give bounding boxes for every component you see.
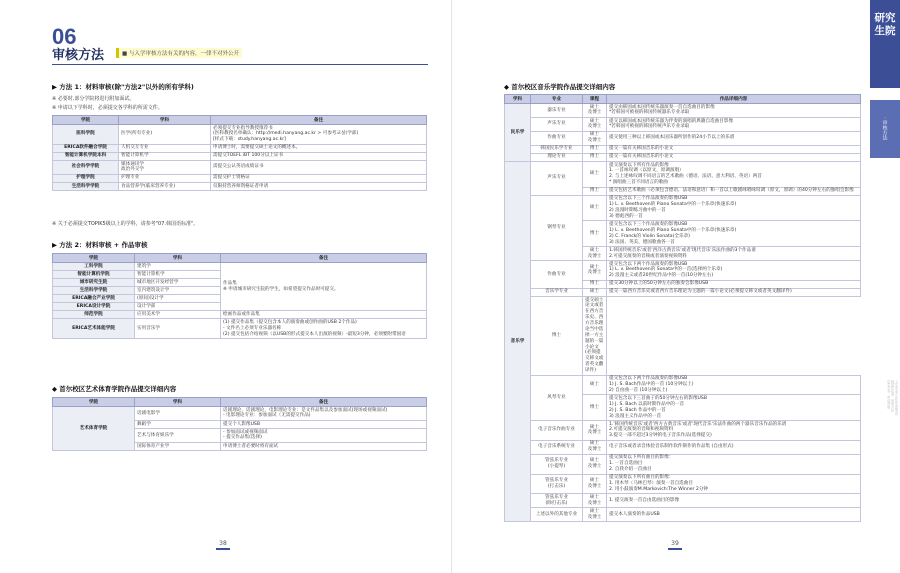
table-header: 备注 bbox=[221, 398, 427, 407]
side-faint-item: 韩国语标准 · 审核方法 bbox=[890, 380, 895, 412]
table-row bbox=[505, 296, 861, 375]
course-cell: 硕士 及博士 bbox=[583, 261, 607, 281]
table-row bbox=[505, 421, 861, 441]
table-row bbox=[505, 161, 861, 187]
college-cell: ERICA艺术体能学院 bbox=[53, 319, 135, 339]
detail-cell: 提交包含以下三个作品演奏的影像USB 1) L. v. Beethoven的 Piano Sonata中的一个乐章(快速乐章) 2) 浪漫时期练习曲中的一首 3) 德彪西的一首 bbox=[607, 195, 861, 221]
course-cell: 硕士 及博士 bbox=[583, 440, 607, 454]
page-number-bar bbox=[216, 548, 230, 550]
table-row bbox=[505, 153, 861, 161]
major-cell: 智能计算机学 bbox=[135, 271, 221, 279]
table-row bbox=[505, 104, 861, 118]
side-faint-index bbox=[885, 380, 897, 530]
chapter-note: ■ 与入学审核方法有关的内容，一律不对外公开 bbox=[116, 48, 242, 58]
detail-cell: 1.韩国传统音乐'或者'西洋古典音乐'或者'现代音乐'乐法作曲的3个作品谱 2.可提交演奏的音频或者演奏视频资料 bbox=[607, 247, 861, 261]
course-cell: 博士 bbox=[583, 187, 607, 195]
remark-cell: 提交个人影像USB bbox=[221, 420, 427, 428]
table-row bbox=[53, 174, 427, 182]
course-cell: 硕士 bbox=[583, 161, 607, 187]
chapter-number: 06 bbox=[52, 24, 77, 49]
major-cell: 室内建筑设计学 bbox=[135, 287, 221, 295]
detail-cell: 提交以韩国或本国传统乐器为伴奏的演唱的典籍自选曲目影像 *若韩国可被视的韩国传统声乐专业录取 bbox=[607, 117, 861, 131]
table-row bbox=[53, 144, 427, 152]
dept-cell: 民乐学 bbox=[505, 104, 531, 162]
music-table bbox=[504, 94, 861, 522]
dept-cell: 音乐学 bbox=[505, 161, 531, 521]
table-row bbox=[53, 407, 427, 421]
course-cell: 硕士 bbox=[583, 375, 607, 395]
detail-cell: 提交一篇有关韩国音乐的小论文 bbox=[607, 153, 861, 161]
table-row bbox=[505, 145, 861, 153]
table-row bbox=[53, 125, 427, 145]
detail-cell: 提交包含以下两个作品演奏的影像USB 1) L. v. Beethoven的 Sonata中的一首(选择两个乐章) 2) 浪漫主义或者20世纪作品中的一首(10分钟左右) bbox=[607, 261, 861, 281]
section2-title: ▶ 方法 2：材料审核 + 作品审核 bbox=[52, 241, 148, 249]
side-tab[interactable]: 研究生院 bbox=[870, 0, 900, 88]
table-header: 学科 bbox=[135, 398, 221, 407]
table-header: 专业 bbox=[531, 95, 583, 104]
major-cell: 艺术与体育娱乐学 bbox=[135, 429, 221, 443]
detail-cell: 提交包含以下三首曲子的50分钟左右的影像USB 1) J. S. Bach 以前时期作品中的一首 2) J. S. Bach 作品中的一首 3) 浪漫主义作品中的一首 bbox=[607, 395, 861, 421]
major-cell: 音乐学专业 bbox=[531, 288, 583, 296]
table-row bbox=[53, 160, 427, 174]
college-cell: 护理学院 bbox=[53, 174, 119, 182]
chapter-rule bbox=[52, 64, 428, 65]
course-cell: 硕士 及博士 bbox=[583, 131, 607, 145]
right-page bbox=[452, 0, 900, 573]
detail-cell: 提交包含以下三个作品演奏的影像USB 1) L. v. Beethoven的 Piano Sonata中的一个乐章(快速乐章) 2) C. Franck的 Violin Sonata(全乐章) 3) 法国、英美、德国歌曲各一首 bbox=[607, 221, 861, 247]
major-cell: 作曲专业 bbox=[531, 261, 583, 289]
course-cell: 硕士 bbox=[583, 288, 607, 296]
table-row bbox=[505, 454, 861, 474]
remark-cell: 申请博士时，需要提交硕士论文的概述本。 bbox=[211, 144, 427, 152]
major-cell: 理论专业 bbox=[531, 153, 583, 161]
major-cell: 城市地区开发经营学 bbox=[135, 279, 221, 287]
table-row bbox=[505, 375, 861, 395]
table-header: 作品详细内容 bbox=[607, 95, 861, 104]
detail-cell: 提交包括艺术歌曲（必须包含德语、法语和意语）和一首以上歌剧咏唱咏叹调（原文，原调）的40分钟左右的独唱会影像 bbox=[607, 187, 861, 195]
detail-cell: 提交30分钟以上的50分钟左右的独奏会影像USB bbox=[607, 280, 861, 288]
major-cell: 声乐专业 bbox=[531, 161, 583, 195]
table-row bbox=[53, 319, 427, 339]
major-cell: 国际体育产业学 bbox=[135, 442, 221, 450]
table-header: 备注 bbox=[221, 254, 427, 263]
remark-cell: 需提交护士资格证 bbox=[211, 174, 427, 182]
table-header: 学院 bbox=[53, 116, 119, 125]
table-row bbox=[505, 261, 861, 281]
table-header: 备注 bbox=[211, 116, 427, 125]
detail-cell: 提交一篇西方音乐史或者西方音乐理论为主题的一篇小论文(必须提交韩文或者英文翻译件) bbox=[607, 288, 861, 296]
major-cell: 舞蹈学 bbox=[135, 420, 221, 428]
major-cell: 食品营养学(临床营养专业) bbox=[119, 182, 211, 190]
table-row bbox=[505, 131, 861, 145]
college-cell: 艺术体育学院 bbox=[53, 407, 135, 451]
section1-title: ▶ 方法 1：材料审核(除"方法2"以外的所有学科) bbox=[52, 83, 194, 91]
major-cell: 管弦乐专业 (小提琴) bbox=[531, 454, 583, 474]
table-row bbox=[505, 288, 861, 296]
major-cell: 声乐专业 bbox=[531, 117, 583, 131]
section1-footnote: ※ 关于必须提交TOPIK5级以上的学科，请参考"07.韩国语标准"。 bbox=[52, 221, 199, 227]
college-cell: ERICA软件融合学院 bbox=[53, 144, 119, 152]
course-cell: 博士 bbox=[531, 296, 583, 375]
major-cell: 建筑学 bbox=[135, 263, 221, 271]
major-cell: 上述以外的其他专业 bbox=[531, 508, 583, 522]
detail-cell: 提交由韩国或本国传统乐器演奏一首自选曲目的影像 *若韩国可被视的韩国传统器乐专业录取 bbox=[607, 104, 861, 118]
detail-cell: 提交包含以下两个作品演奏的影像USB 1) J. S. Bach作品中的一首 (10分钟以上) 2) 自由曲一首 (10分钟以上) bbox=[607, 375, 861, 395]
remark-cell: (1) 提交作品集（提交包含本人的演奏曲或创作曲的USB 2个作品) - 文件名上必须专业乐器名称 (2) 提交包括介绍视频（以USB的形式提交本人出演的视频）-最短3分钟，必须要附带国语 bbox=[221, 319, 427, 339]
detail-cell: 电子音乐或者录音体验音乐制作软件制作的作品集 (自由形式) bbox=[607, 440, 861, 454]
detail-cell: 提交硕士论文或者在西方音乐史、西方音乐理论当中选择一方主题的一篇小论文 (必须提交韩文或者英文翻译件) bbox=[583, 296, 607, 375]
course-cell: 硕士 及博士 bbox=[583, 247, 607, 261]
course-cell: 硕士 及博士 bbox=[583, 508, 607, 522]
page-number-bar bbox=[668, 548, 682, 550]
college-cell: 城市研究生院 bbox=[53, 279, 135, 287]
side-faint-item: 入学申请方法及注意事项 bbox=[894, 380, 898, 416]
side-faint-item: 招生学科 · 申请资格 bbox=[886, 380, 891, 409]
page-number-text: 38 bbox=[219, 540, 227, 547]
remark-cell: 绘画作品或作品集 bbox=[221, 311, 427, 319]
table-row bbox=[53, 182, 427, 190]
page-number-left bbox=[208, 540, 238, 550]
major-cell: 医学(所有专业) bbox=[119, 125, 211, 145]
remark-cell: 需提交公认英语成绩证书 bbox=[211, 160, 427, 174]
page-number-text: 39 bbox=[671, 540, 679, 547]
major-cell: 人机交互专业 bbox=[119, 144, 211, 152]
detail-cell: 提交演奏以下所有曲目的影像： 1. 一首自选曲目 2. 自我介绍一首曲目 bbox=[607, 454, 861, 474]
course-cell: 博士 bbox=[583, 145, 607, 153]
course-cell: 硕士 及博士 bbox=[583, 474, 607, 494]
page-number-right bbox=[660, 540, 690, 550]
section1-note-1: ※ 必要时,部分学院将进行附加面试。 bbox=[52, 96, 135, 102]
major-cell: 管弦乐专业 (打击乐) bbox=[531, 474, 583, 494]
major-cell: 风琴专业 bbox=[531, 375, 583, 421]
major-cell: 钢琴专业 bbox=[531, 195, 583, 260]
side-subtab[interactable]: · 审核方法 bbox=[870, 100, 900, 158]
table-header: 学科 bbox=[505, 95, 531, 104]
major-cell: 器乐专业 bbox=[531, 104, 583, 118]
table-row bbox=[53, 311, 427, 319]
course-cell: 博士 bbox=[583, 280, 607, 288]
college-cell: 生活科学学院 bbox=[53, 287, 135, 295]
course-cell: 硕士 及博士 bbox=[583, 454, 607, 474]
course-cell: 硕士 及博士 bbox=[583, 421, 607, 441]
table-row bbox=[53, 152, 427, 160]
college-cell: 智能计算机学院本科 bbox=[53, 152, 119, 160]
detail-cell: 1. 提交演奏一首自由选曲目的影像 bbox=[607, 494, 861, 508]
section3-title: ◆ 首尔校区艺术体育学院作品提交详细内容 bbox=[52, 385, 177, 393]
college-cell: ERICA融合产业学院 bbox=[53, 295, 135, 303]
detail-cell: 提交本人演奏的作品USB bbox=[607, 508, 861, 522]
table-row bbox=[505, 474, 861, 494]
college-cell: 工科学院 bbox=[53, 263, 135, 271]
table-row bbox=[53, 263, 427, 271]
major-cell: 电子音乐作曲专业 bbox=[531, 421, 583, 441]
table-header: 课程 bbox=[583, 95, 607, 104]
college-cell: 社会科学学院 bbox=[53, 160, 119, 174]
table-row bbox=[505, 494, 861, 508]
course-cell: 硕士 及博士 bbox=[583, 117, 607, 131]
course-cell: 硕士 及博士 bbox=[583, 104, 607, 118]
table-header: 学院 bbox=[53, 398, 135, 407]
major-cell: 护理专业 bbox=[119, 174, 211, 182]
major-cell: 实用音乐学 bbox=[135, 319, 221, 339]
music-section-title: ◆ 首尔校区音乐学院作品提交详细内容 bbox=[504, 83, 616, 91]
course-cell: 博士 bbox=[583, 153, 607, 161]
major-cell: 设计学部 bbox=[135, 303, 221, 311]
table-row bbox=[505, 440, 861, 454]
major-cell: 智能计算机学 bbox=[119, 152, 211, 160]
major-cell: 韩国民乐学专业 bbox=[531, 145, 583, 153]
major-cell: 电子音乐系统专业 bbox=[531, 440, 583, 454]
chapter-title: 审核方法 bbox=[52, 48, 105, 63]
college-cell: 师范学院 bbox=[53, 311, 135, 319]
major-cell: 作曲专业 bbox=[531, 131, 583, 145]
table-row bbox=[505, 117, 861, 131]
remark-cell: 作品集 ※ 申请城市研究生院的学生，如希望提交作品时可提交。 bbox=[221, 263, 427, 311]
table-header: 学科 bbox=[119, 116, 211, 125]
major-cell: 媒体通讯学 政治外交学 bbox=[119, 160, 211, 174]
major-cell: 应用美术学 bbox=[135, 311, 221, 319]
course-cell: 硕士 及博士 bbox=[583, 494, 607, 508]
course-cell: 硕士 bbox=[583, 195, 607, 221]
table-header: 学科 bbox=[135, 254, 221, 263]
college-cell: 医科学院 bbox=[53, 125, 119, 145]
remark-cell: 需提交TOEFL iBT 100分以上证书 bbox=[211, 152, 427, 160]
major-cell: 话剧电影学 bbox=[135, 407, 221, 421]
table-row bbox=[505, 508, 861, 522]
remark-cell: 话剧理论，话剧理论，电影理论专业：是文件品集以及参加面试(现场或视频面试) - 电影理论专业：参加面试（无需提交作品) bbox=[221, 407, 427, 421]
college-cell: 智能计算机学院 bbox=[53, 271, 135, 279]
college-cell: 生活科学学院 bbox=[53, 182, 119, 190]
course-cell: 博士 bbox=[583, 395, 607, 421]
section2-table bbox=[52, 253, 427, 339]
remark-cell: 必须提交专业指导教授推荐书 (医科教授名单确认：http://medi.hanyang.ac.kr > 可参考교실(学部) [样式下载：study.hanyang.ac.kr] bbox=[211, 125, 427, 145]
major-cell: 管弦乐专业 (除打击乐) bbox=[531, 494, 583, 508]
remark-cell: - 参加面试或视频面试 - 提交作品集(选择) bbox=[221, 429, 427, 443]
major-cell: (原间)设计学 bbox=[135, 295, 221, 303]
remark-cell: 申请博士者必要时将有面试 bbox=[221, 442, 427, 450]
section1-note-2: ※ 申请以下学科时，必须提交各学科的所需文件。 bbox=[52, 105, 163, 111]
detail-cell: 提交演奏以下所有曲目的影像： 1. 用木琴（马林巴琴）演奏一首自选曲目 2. 用小鼓演奏M.Markovich:The Winner 2分钟 bbox=[607, 474, 861, 494]
detail-cell: 1.'韩国传统音乐'或者'西方古典音乐'或者'现代音乐'乐法作曲的两个器乐音乐作品的乐谱 2.可提交演奏的音频和视频资料 3.提交一部不超过3分钟的电子音乐作品(选择提交) bbox=[607, 421, 861, 441]
remark-cell: 仅限持营养师资格证者申请 bbox=[211, 182, 427, 190]
detail-cell: 提交使用三种以上韩国或本国乐器所创作的24小节以上的乐谱 bbox=[607, 131, 861, 145]
detail-cell: 提交演奏以下所有作品的影像 1. 一首咏叹调（以原文，原调演唱） 2. 与上述咏叹调不同语言的艺术歌曲（德语、法语、意大利语、英语）两首 * 演唱曲三首不同语言的歌曲 bbox=[607, 161, 861, 187]
table-row bbox=[505, 195, 861, 221]
section3-table bbox=[52, 397, 427, 451]
college-cell: ERICA设计学院 bbox=[53, 303, 135, 311]
table-header: 学院 bbox=[53, 254, 135, 263]
section1-table bbox=[52, 115, 427, 191]
detail-cell: 提交一篇有关韩国音乐的小论文 bbox=[607, 145, 861, 153]
course-cell: 博士 bbox=[583, 221, 607, 247]
